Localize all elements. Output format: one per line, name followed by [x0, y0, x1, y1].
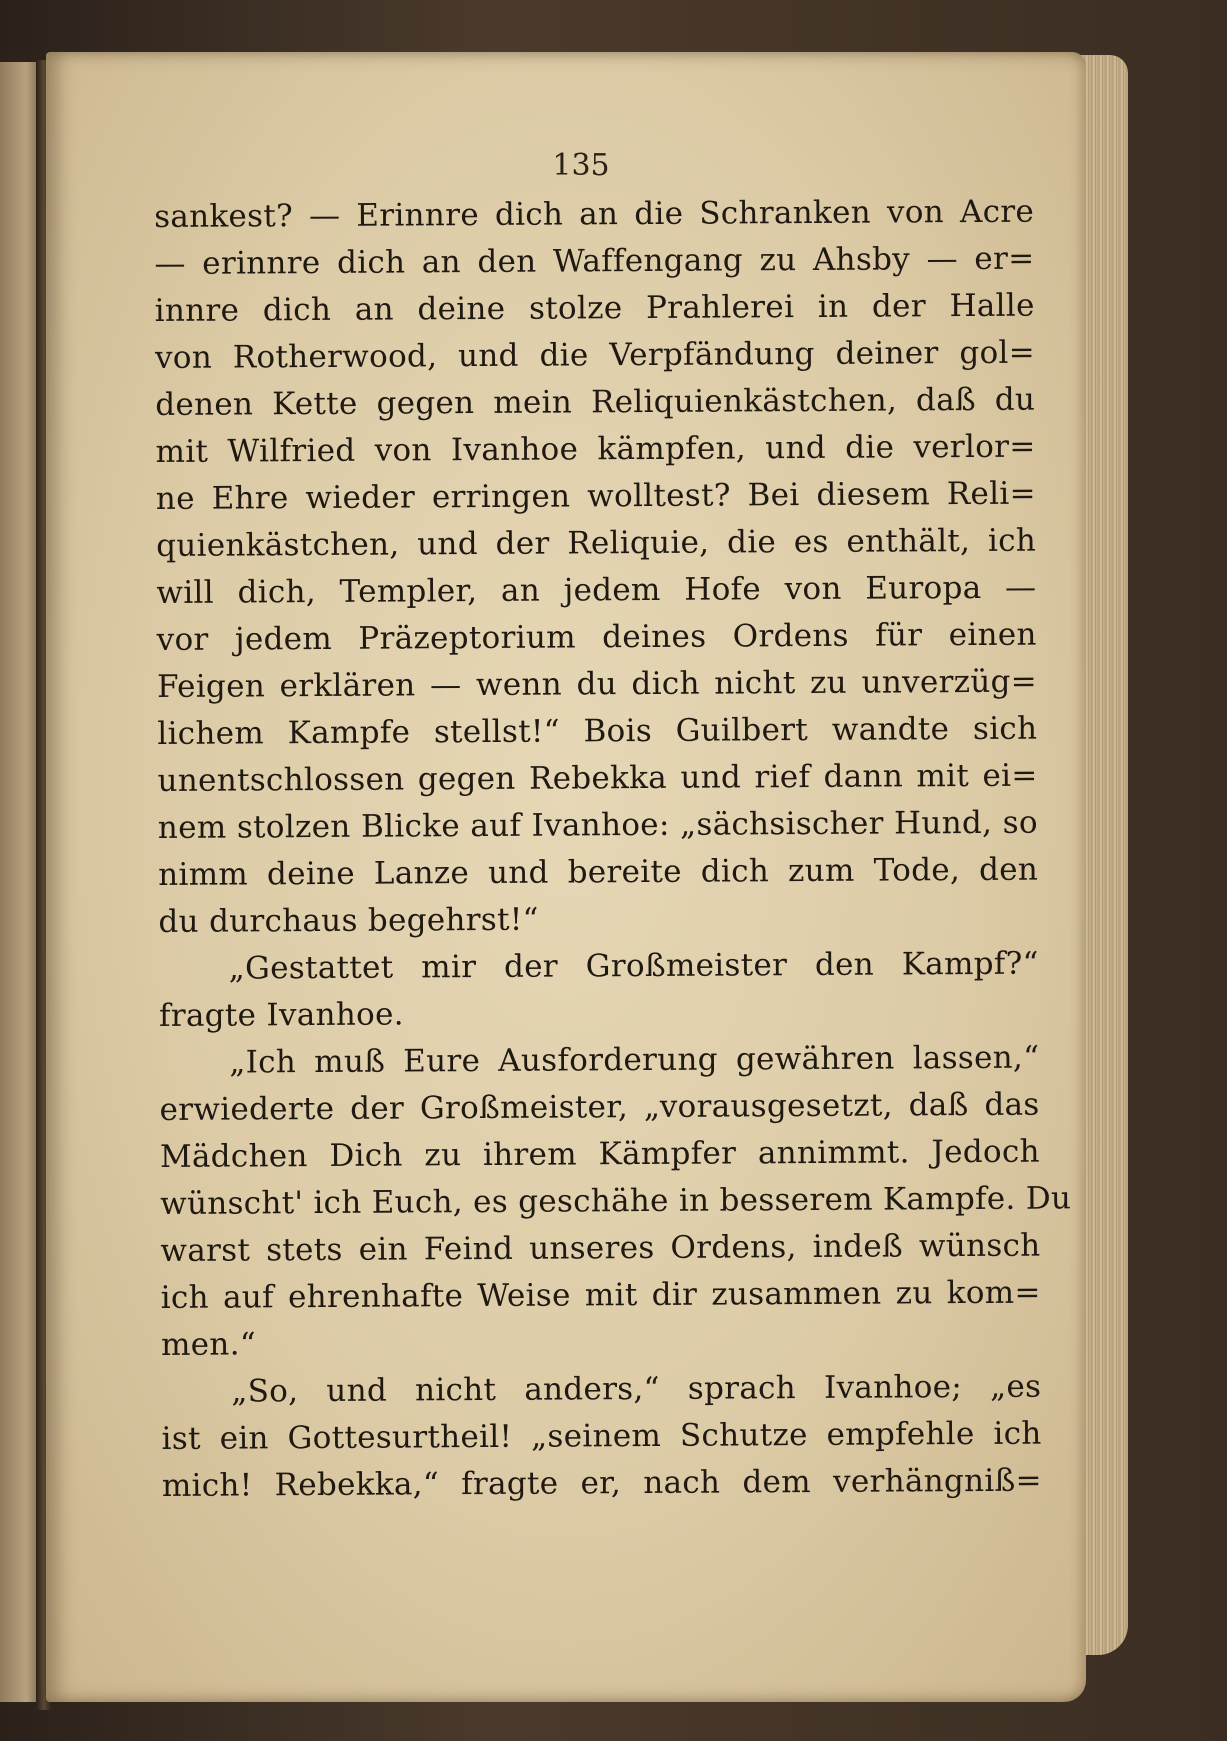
text-line: vor jedem Präzeptorium deines Ordens für einen [156, 616, 1037, 658]
text-line: von Rotherwood, und die Verpfändung deiner gol= [154, 334, 1036, 376]
text-line: wünscht' ich Euch, es geschähe in besserem Kampfe. Du [160, 1180, 1072, 1222]
text-line: unentschlossen gegen Rebekka und rief dann mit ei= [157, 757, 1038, 799]
text-line: nimm deine Lanze und bereite dich zum Tode, den [158, 851, 1039, 893]
text-line: nem stolzen Blicke auf Ivanhoe: „sächsischer Hund, so [157, 804, 1038, 846]
text-line: „Ich muß Eure Ausforderung gewähren lassen,“ [229, 1039, 1040, 1081]
text-line: — erinnre dich an den Waffengang zu Ahsby — er= [154, 240, 1035, 282]
text-line: denen Kette gegen mein Reliquienkästchen, daß du [155, 381, 1036, 423]
text-line: mit Wilfried von Ivanhoe kämpfen, und die verlor= [155, 428, 1036, 470]
text-line: innre dich an deine stolze Prahlerei in der Halle [154, 287, 1035, 329]
text-line: ne Ehre wieder erringen wolltest? Bei diesem Reli= [155, 475, 1036, 517]
text-line: mich! Rebekka,“ fragte er, nach dem verhängniß= [161, 1462, 1042, 1504]
text-line: ich auf ehrenhafte Weise mit dir zusammen zu kom= [160, 1274, 1041, 1316]
text-line: lichem Kampfe stellst!“ Bois Guilbert wandte sich [157, 710, 1038, 752]
book-page [46, 52, 1086, 1702]
text-line: men.“ [160, 1326, 257, 1363]
text-block [154, 189, 1072, 1510]
text-line: quienkästchen, und der Reliquie, die es enthält, ich [156, 522, 1037, 564]
text-line: sankest? — Erinnre dich an die Schranken von Acre [154, 193, 1035, 235]
text-line: „Gestattet mir der Großmeister den Kampf?“ [228, 945, 1039, 987]
text-line: erwiederte der Großmeister, „vorausgesetzt, daß das [159, 1086, 1040, 1128]
text-line: Mädchen Dich zu ihrem Kämpfer annimmt. Jedoch [159, 1133, 1040, 1175]
text-line: ist ein Gottesurtheil! „seinem Schutze empfehle ich [161, 1415, 1042, 1457]
text-line: will dich, Templer, an jedem Hofe von Europa — [156, 569, 1037, 611]
text-line: du durchaus begehrst!“ [158, 901, 539, 940]
text-line: „So, und nicht anders,“ sprach Ivanhoe; „es [231, 1368, 1042, 1410]
text-line: Feigen erklären — wenn du dich nicht zu unverzüg= [156, 663, 1038, 705]
text-line: warst stets ein Feind unseres Ordens, indeß wünsch [160, 1227, 1041, 1269]
page-number: 135 [552, 148, 610, 183]
text-line: fragte Ivanhoe. [158, 996, 404, 1034]
